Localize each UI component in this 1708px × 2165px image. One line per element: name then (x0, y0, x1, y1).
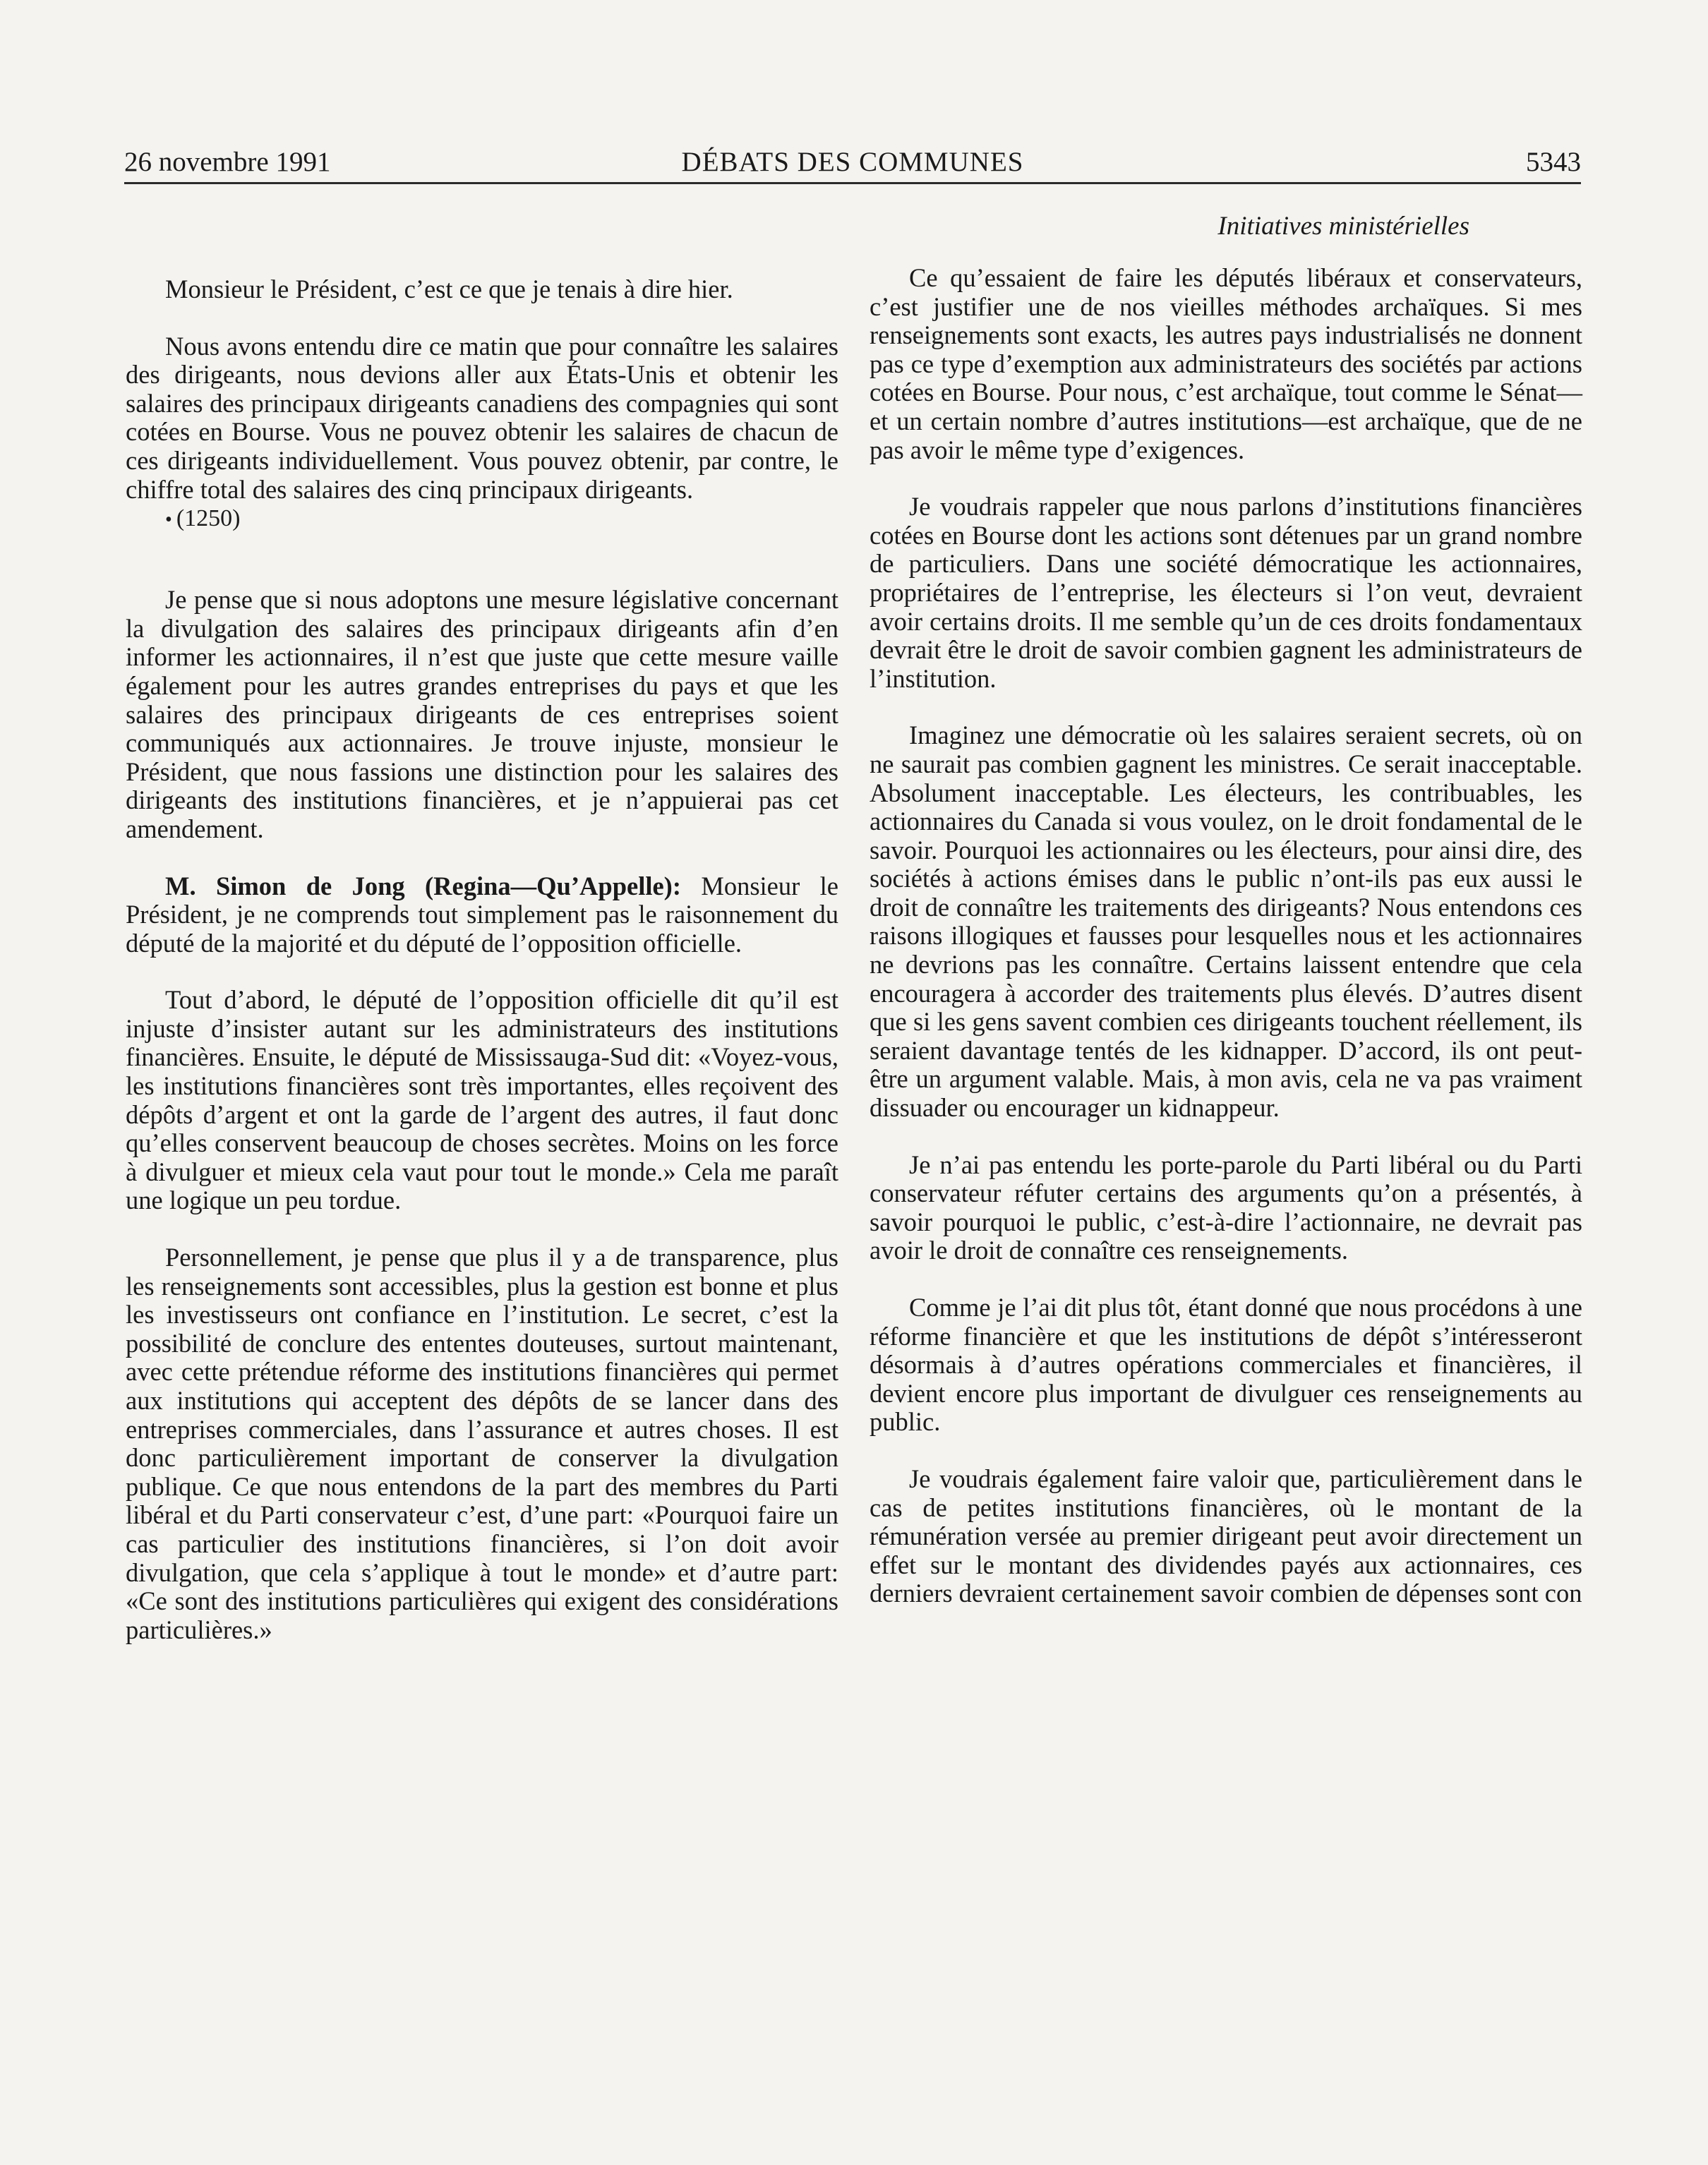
paragraph: Je voudrais rappeler que nous parlons d’institutions financières cotées en Bourse dont les actions sont détenues par un grand nombre de particuliers. Dans une société démocratique les actionnaires, propriétaires de l’entreprise, les électeurs si l’on veut, devraient avoir certains droits. Il me semble qu’un de ces droits fondamentaux devrait être le droit de savoir combien gagnent les administrateurs de l’institution. (870, 492, 1582, 693)
speaker-name: M. Simon de Jong (Regina—Qu’Appelle): (165, 871, 681, 900)
paragraph: Je n’ai pas entendu les porte-parole du Parti libéral ou du Parti conservateur réfuter certains des arguments qu’on a présentés, à savoir pourquoi le public, c’est-à-dire l’actionnaire, ne devrait pas avoir le droit de connaître ces renseignements. (870, 1150, 1582, 1265)
page-header (124, 140, 1581, 184)
header-date: 26 novembre 1991 (124, 147, 331, 177)
bullet-icon: • (165, 509, 172, 531)
right-column (870, 212, 1582, 1608)
paragraph: Je voudrais également faire valoir que, particulièrement dans le cas de petites institutions financières, où le montant de la rémunération versée au premier dirigeant peut avoir directement un effet sur le montant des dividendes payés aux actionnaires, ces derniers devraient certainement savoir combien de dépenses sont con (870, 1464, 1582, 1608)
timestamp-text: (1250) (176, 505, 241, 532)
paragraph: Tout d’abord, le député de l’opposition officielle dit qu’il est injuste d’insister autant sur les administrateurs des institutions financières. Ensuite, le député de Mississauga-Sud dit: «Voyez-vous, les institutions financières sont très importantes, elles reçoivent des dépôts d’argent et ont la garde de l’argent des autres, il faut donc qu’elles conservent beaucoup de choses secrètes. Moins on les force à divulguer et mieux cela vaut pour tout le monde.» Cela me paraît une logique un peu tordue. (126, 985, 838, 1215)
paragraph: Personnellement, je pense que plus il y a de transparence, plus les renseignements sont accessibles, plus la gestion est bonne et plus les investisseurs ont confiance en l’institution. Le secret, c’est la possibilité de conclure des ententes douteuses, surtout maintenant, avec cette prétendue réforme des institutions financières qui permet aux institutions qui acceptent des dépôts de se lancer dans des entreprises commerciales, dans l’assurance et autres choses. Il est donc particulièrement important de conserver la divulgation publique. Ce que nous entendons de la part des membres du Parti libéral et du Parti conservateur c’est, d’une part: «Pourquoi faire un cas particulier des institutions financières, si l’on doit avoir divulgation, que cela s’applique à tout le monde» et d’autre part: «Ce sont des institutions particulières qui exigent des considérations particulières.» (126, 1243, 838, 1644)
paragraph: Ce qu’essaient de faire les députés libéraux et conservateurs, c’est justifier une de nos vieilles méthodes archaïques. Si mes renseignements sont exacts, les autres pays industrialisés ne donnent pas ce type d’exemption aux administrateurs des sociétés par actions cotées en Bourse. Pour nous, c’est archaïque, tout comme le Sénat—et un certain nombre d’autres institutions—est archaïque, que de ne pas avoir le même type d’exigences. (870, 263, 1582, 464)
timestamp (126, 504, 838, 535)
page-number: 5343 (1526, 147, 1581, 177)
paragraph: Monsieur le Président, c’est ce que je tenais à dire hier. (165, 275, 733, 303)
left-column (126, 275, 838, 1644)
paragraph: Je pense que si nous adoptons une mesure législative concernant la divulgation des salaires des principaux dirigeants afin d’en informer les actionnaires, il n’est que juste que cette mesure vaille également pour les autres grandes entreprises du pays et que les salaires des principaux dirigeants de ces entreprises soient communiqués aux actionnaires. Je trouve injuste, monsieur le Président, que nous fassions une distinction pour les salaires des dirigeants des institutions financières, et je n’appuierai pas cet amendement. (126, 585, 838, 843)
paragraph: Comme je l’ai dit plus tôt, étant donné que nous procédons à une réforme financière et que les institutions de dépôt s’intéresseront désormais à d’autres opérations commerciales et financières, il devient encore plus important de divulguer ces renseignements au public. (870, 1293, 1582, 1437)
section-title: Initiatives ministérielles (1217, 212, 1469, 241)
header-title: DÉBATS DES COMMUNES (681, 147, 1024, 177)
paragraph: Nous avons entendu dire ce matin que pour connaître les salaires des dirigeants, nous devions aller aux États-Unis et obtenir les salaires des principaux dirigeants canadiens des compagnies qui sont cotées en Bourse. Vous ne pouvez obtenir les salaires de chacun de ces dirigeants individuellement. Vous pouvez obtenir, par contre, le chiffre total des salaires des cinq principaux dirigeants. (126, 331, 838, 504)
paragraph: Imaginez une démocratie où les salaires seraient secrets, où on ne saurait pas combien gagnent les ministres. Ce serait inacceptable. Absolument inacceptable. Les électeurs, les contribuables, les actionnaires du Canada si vous voulez, on le droit fondamental de le savoir. Pourquoi les actionnaires ou les électeurs, pour ainsi dire, des sociétés à actions émises dans le public n’ont-ils pas eux aussi le droit de connaître les traitements des dirigeants? Nous entendons ces raisons illogiques et fausses pour lesquelles nous et les actionnaires ne devrions pas les connaître. Certains laissent entendre que cela encouragera à accorder des traitements plus élevés. D’autres disent que si les gens savent combien ces dirigeants touchent réellement, ils seraient davantage tentés de les kidnapper. D’accord, ils ont peut-être un argument valable. Mais, à mon avis, cela ne va pas vraiment dissuader ou encourager un kidnappeur. (870, 720, 1582, 1123)
speech-text: Monsieur le Président, je ne comprends tout simplement pas le raisonnement du député de la majorité et du député de l’opposition officielle. (126, 871, 838, 958)
speech-paragraph (126, 872, 838, 958)
